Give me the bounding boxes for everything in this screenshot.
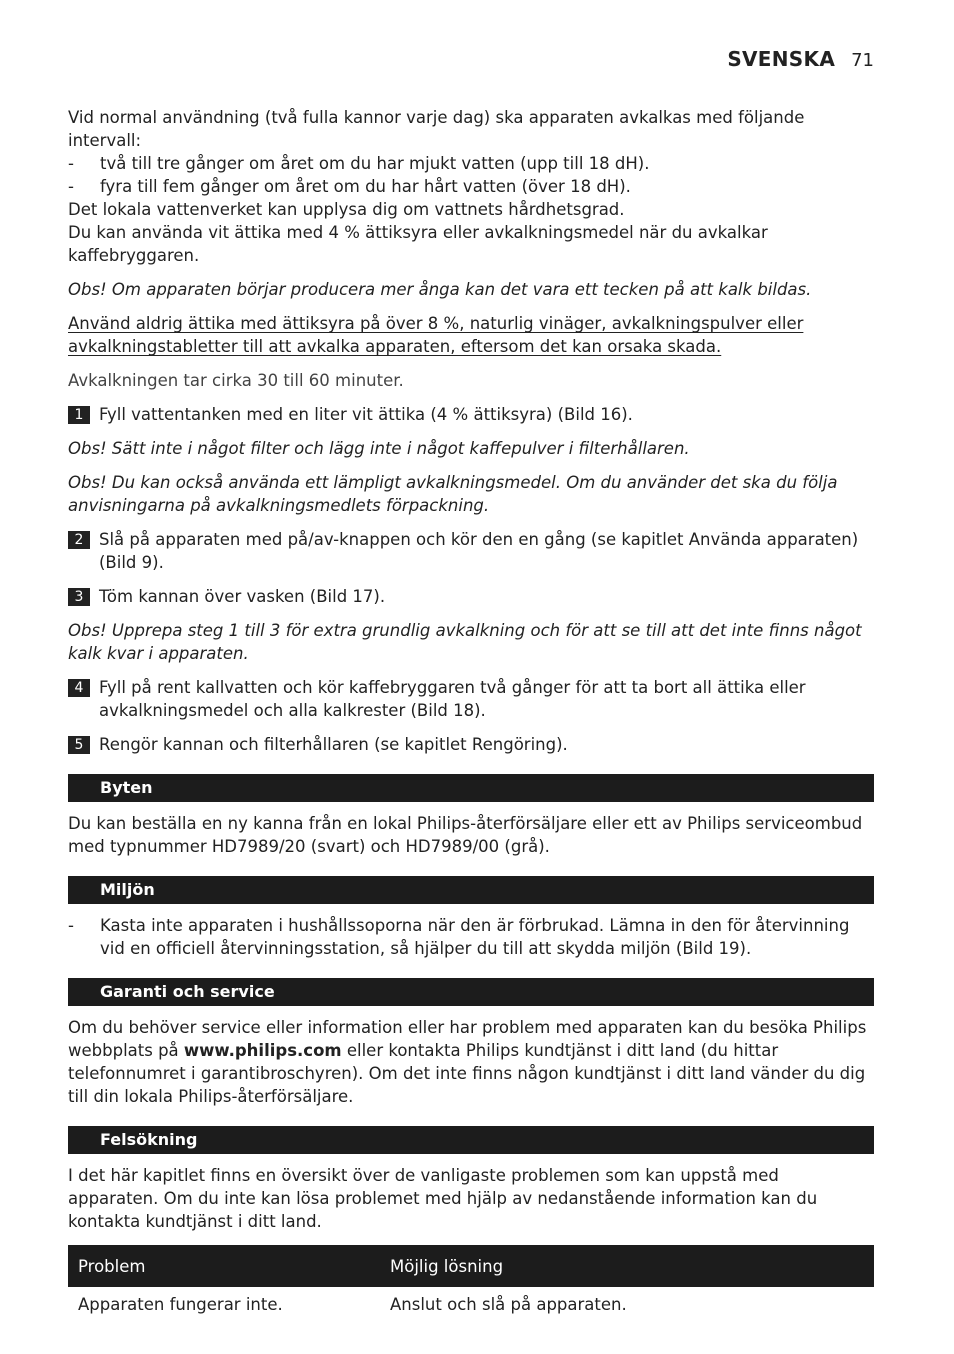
column-header: Möjlig lösning [380, 1245, 874, 1287]
note: Obs! Upprepa steg 1 till 3 för extra grundlig avkalkning och för att se till att det inte finns något kalk kvar i apparaten. [68, 621, 862, 663]
step-item: 5 Rengör kannan och filterhållaren (se kapitlet Rengöring). [68, 733, 874, 756]
page-number: 71 [851, 50, 874, 71]
note: Obs! Du kan också använda ett lämpligt avkalkningsmedel. Om du använder det ska du följa anvisningarna på avkalkningsmedlets förpackning. [68, 473, 838, 515]
list-item: - Kasta inte apparaten i hushållssoporna när den är förbrukad. Lämna in den för återvinning vid en officiell återvinningsstation, så hjälper du till att skydda miljön (Bild 19). [68, 916, 850, 958]
step-item: 1 Fyll vattentanken med en liter vit ättika (4 % ättiksyra) (Bild 16). [68, 403, 874, 426]
language-label: SVENSKA [727, 47, 836, 71]
duration-text: Avkalkningen tar cirka 30 till 60 minuter. [68, 371, 404, 390]
intro-line: Du kan använda vit ättika med 4 % ättiksyra eller avkalkningsmedel när du avkalkar kaffebryggaren. [68, 223, 768, 265]
troubleshooting-table [68, 1245, 874, 1322]
warning: Använd aldrig ättika med ättiksyra på över 8 %, naturlig vinäger, avkalkningspulver eller avkalkningstabletter till att avkalka apparaten, eftersom det kan orsaka skada. [68, 314, 804, 356]
step-item: 2 Slå på apparaten med på/av-knappen och kör den en gång (se kapitlet Använda apparaten) (Bild 9). [68, 528, 874, 574]
intro-line: Vid normal användning (två fulla kannor varje dag) ska apparaten avkalkas med följande intervall: [68, 108, 805, 150]
step-item: 3 Töm kannan över vasken (Bild 17). [68, 585, 874, 608]
list-item: - två till tre gånger om året om du har mjukt vatten (upp till 18 dH). [68, 154, 650, 173]
page-content [68, 0, 874, 1322]
table-header-row [68, 1245, 874, 1287]
section-header-garanti: Garanti och service [68, 978, 874, 1006]
section-text: Du kan beställa en ny kanna från en lokal Philips-återförsäljare eller ett av Philips serviceombud med typnummer HD7989/20 (svart) och HD7989/00 (grå). [68, 814, 863, 856]
section-header-felsokning: Felsökning [68, 1126, 874, 1154]
section-text: I det här kapitlet finns en översikt över de vanligaste problemen som kan uppstå med apparaten. Om du inte kan lösa problemet med hjälp av nedanstående information kan du kontakta kundtjänst i ditt land. [68, 1166, 818, 1231]
table-row [68, 1287, 874, 1322]
table-cell: Apparaten fungerar inte. [78, 1295, 283, 1314]
philips-link[interactable]: www.philips.com [183, 1041, 342, 1060]
note: Obs! Om apparaten börjar producera mer ånga kan det vara ett tecken på att kalk bildas. [68, 280, 812, 299]
intro-line: Det lokala vattenverket kan upplysa dig om vattnets hårdhetsgrad. [68, 200, 625, 219]
list-item: - fyra till fem gånger om året om du har hårt vatten (över 18 dH). [68, 177, 631, 196]
section-header-miljon: Miljön [68, 876, 874, 904]
section-text: Om du behöver service eller information eller har problem med apparaten kan du besöka Philips webbplats på www.philips.com eller kontakta Philips kundtjänst i ditt land (du hittar telefonnumret i garantibroschyren). Om det inte finns någon kundtjänst i ditt land vänder du dig till din lokala Philips-återförsäljare. [68, 1018, 867, 1106]
column-header: Problem [68, 1245, 380, 1287]
table-cell: Anslut och slå på apparaten. [390, 1295, 627, 1314]
note: Obs! Sätt inte i något filter och lägg inte i något kaffepulver i filterhållaren. [68, 439, 690, 458]
step-item: 4 Fyll på rent kallvatten och kör kaffebryggaren två gånger för att ta bort all ättika eller avkalkningsmedel och alla kalkrester (Bild 18). [68, 676, 874, 722]
section-header-byten: Byten [68, 774, 874, 802]
